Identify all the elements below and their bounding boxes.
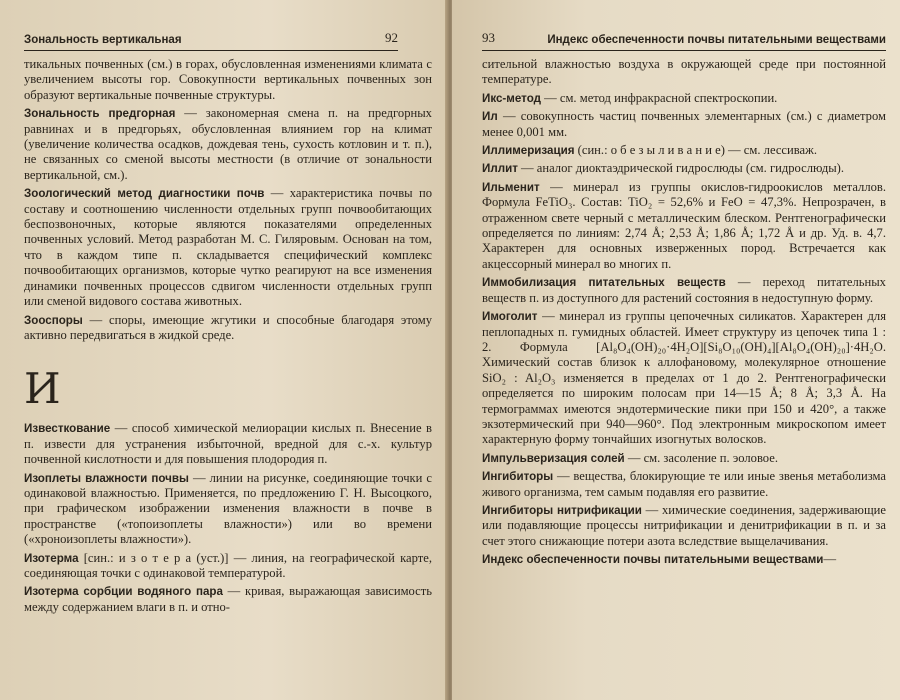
- dictionary-entry: [24, 471, 432, 548]
- entry-body: — кривая, выражающая зависимость между содержанием влаги в п. и отно-: [24, 584, 432, 614]
- entry-body: — см. засоление п. эоловое.: [624, 450, 778, 465]
- entry-term: Иллит: [482, 162, 518, 176]
- entry-body: — характеристика почвы по составу и соотношению численности отдельных групп почвообитающих беспозвоночных, которые являются показателями определенных почвенных условий. Метод разработан М. С. Гиляровым. Основан на том, что в каждом типе п. складывается специфический комплекс почвообитающих организмов, которые чутко реагируют на все изменения динамики почвенных процессов сдвигом численности отдельных групп или сменой видового состава животных.: [24, 186, 432, 309]
- left-header-title: Зональность вертикальная: [24, 34, 182, 46]
- left-page-number: 92: [385, 30, 398, 45]
- entry-body: — способ химической мелиорации кислых п. Внесение в п. извести для устранения избыточной, вредной для с.-х. культур почвенной кислотности и для повышения плодородия п.: [24, 421, 432, 467]
- entry-body: — споры, имеющие жгутики и способные благодаря этому активно передвигаться в жидкой среде.: [24, 312, 432, 342]
- entry-body: — совокупность частиц почвенных элементарных (см.) с диаметром менее 0,001 мм.: [482, 109, 886, 139]
- entry-term: Иллимеризация: [482, 144, 575, 158]
- entry-body: — вещества, блокирующие те или иные звенья метаболизма живого организма, тем самым подавляя его развитие.: [482, 469, 886, 499]
- entry-term: Изотерма сорбции водяного пара: [24, 585, 223, 599]
- dictionary-entry: [482, 552, 886, 567]
- entry-body: — линии на рисунке, соединяющие точки с одинаковой влажностью. Применяется, по предложению Г. Н. Высоцкого, при графическом изображении изменения влажности в почве в пространстве («топоизоплеты влажности») или во времени («хроноизоплеты влажности»).: [24, 470, 433, 547]
- dictionary-entry: [482, 91, 886, 106]
- section-letter: И: [24, 364, 61, 414]
- right-page: [452, 0, 900, 700]
- entry-body: —: [823, 552, 837, 567]
- dictionary-entry: [482, 161, 886, 176]
- left-page-text: [24, 57, 432, 615]
- entry-body: — переход питательных веществ п. из доступного для растений состояния в недоступную форму.: [482, 275, 886, 305]
- dictionary-entry: [24, 421, 432, 467]
- entry-term: Ильменит: [482, 180, 540, 194]
- dictionary-entry: тикальных почвенных (см.) в горах, обусловленная изменениями климата с увеличением высоты гор. Совокупности вертикальных почвенных зон образуют вертикальные почвенные структуры.: [24, 57, 432, 102]
- entry-body: — закономерная смена п. на предгорных равнинах и в предгорьях, обусловленная влиянием гор на климат (увеличение количества осадков, дождевая тень, сухость котловин и т. п.), не связанных со сменой высоты местности (в отличие от зональности вертикальной, см.).: [24, 106, 432, 182]
- left-page: [0, 0, 448, 700]
- dictionary-entry: [482, 503, 886, 549]
- dictionary-entry: [24, 313, 432, 344]
- entry-body: — минерал из группы окислов-гидроокислов металлов. Формула FeTiO₃. Состав: TiO₂ = 52,6% и FeO = 47,3%. Непрозрачен, в отраженном свете черный с металлическим блеском. Рентгенографически определяется по линиям: 2,74 Å; 2,53 Å; 1,86 Å; 1,72 Å и др. Уд. в. 4,7. Характерен для основных изверженных пород. Встречается как акцессорный минерал во многих п.: [482, 179, 886, 271]
- entry-term: Изотерма: [24, 551, 79, 565]
- dictionary-entry: [24, 106, 432, 183]
- dictionary-entry: [24, 551, 432, 582]
- entry-term: Ил: [482, 110, 498, 124]
- dictionary-entry: сительной влажностью воздуха в окружающей среде при постоянной температуре.: [482, 57, 886, 87]
- entry-body: (син.: о б е з ы л и в а н и е) — см. лессиваж.: [574, 143, 817, 158]
- dictionary-entry: [482, 143, 886, 158]
- dictionary-entry: [482, 180, 886, 272]
- entry-body: — аналог диоктаэдрической гидрослюды (см. гидрослюды).: [517, 161, 845, 176]
- entry-term: Известкование: [24, 422, 111, 436]
- entry-term: Иммобилизация питательных веществ: [482, 276, 726, 290]
- entry-body: — минерал из группы цепочечных силикатов. Характерен для пеплопадных п. гумидных областей. Имеет структуру из цепочек типа 1 : 2. Формула [Al₈O₄(OH)₂₀·4H₂O][Si₈O₁₀(OH)₄][Al₈O₄(OH)₂₀]·4H₂O. Химический состав близок к аллофановому, молекулярное отношение SiO₂ : Al₂O₃ изменяется в пределах от 1 до 2. Рентгенографически определяется по широким полосам при 14—15 Å; 8 Å; 3,3 Å. На термограммах имеются эндотермические пики при 150 и 420°, а также экзотермический при 940—960°. Под электронным микроскопом имеет характерную форму тончайших изогнутых волосков.: [482, 309, 886, 447]
- entry-term: Индекс обеспеченности почвы питательными веществами: [482, 553, 824, 567]
- entry-term: Имоголит: [482, 310, 538, 324]
- entry-body: — химические соединения, задерживающие или подавляющие процессы нитрификации и денитрификации в п. и за счет этого снижающие потери азота вследствие выщелачивания.: [482, 502, 886, 548]
- entry-term: Зоологический метод диагностики почв: [24, 187, 265, 201]
- dictionary-entry: [482, 109, 886, 140]
- entry-body: [син.: и з о т е р а (уст.)] — линия, на географической карте, соединяющая точки с одинаковой температурой.: [24, 550, 432, 580]
- dictionary-entry: [482, 469, 886, 500]
- right-page-number: 93: [482, 30, 495, 45]
- dictionary-entry: [482, 309, 886, 448]
- entry-body: — см. метод инфракрасной спектроскопии.: [540, 90, 778, 105]
- entry-term: Ингибиторы: [482, 470, 554, 484]
- entry-term: Икс-метод: [482, 91, 541, 105]
- left-running-header: [24, 30, 398, 51]
- entry-term: Ингибиторы нитрификации: [482, 503, 642, 517]
- dictionary-entry: [482, 275, 886, 306]
- dictionary-entry: [24, 186, 432, 309]
- right-header-title: Индекс обеспеченности почвы питательными веществами: [547, 34, 886, 46]
- right-page-text: [482, 57, 886, 568]
- right-running-header: [482, 30, 886, 51]
- dictionary-entry: [482, 451, 886, 466]
- dictionary-entry: [24, 584, 432, 615]
- entry-term: Зональность предгорная: [24, 107, 176, 121]
- entry-term: Зооспоры: [24, 313, 83, 327]
- entry-term: Импульверизация солей: [482, 451, 625, 465]
- entry-term: Изоплеты влажности почвы: [24, 471, 189, 485]
